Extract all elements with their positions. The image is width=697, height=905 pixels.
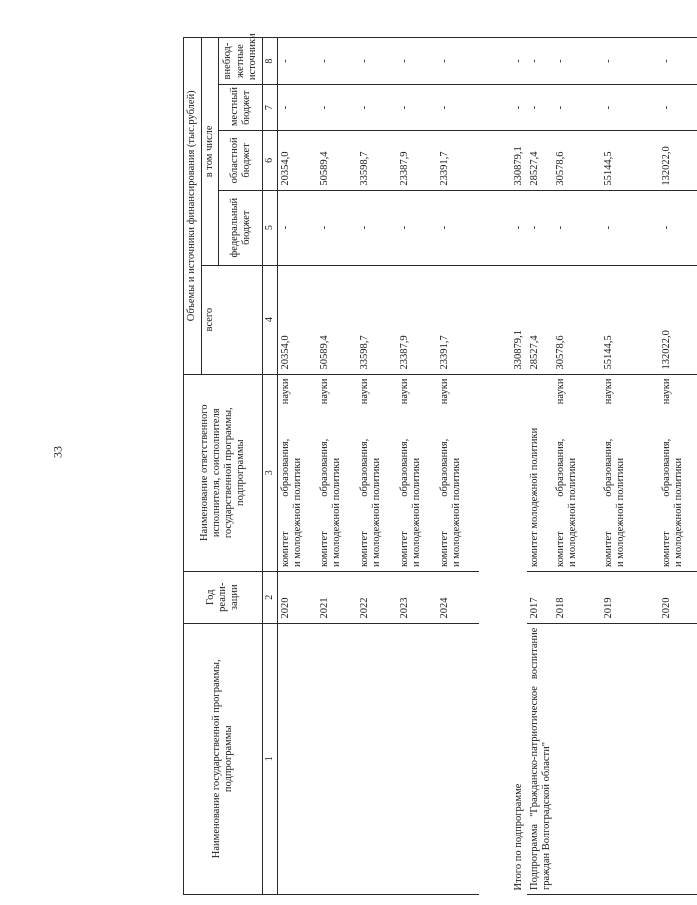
subtotal-regional: 330879,1 [479, 131, 527, 190]
subtotal-total: 330879,1 [479, 265, 527, 374]
page-number: 33 [50, 446, 65, 458]
local-cell: - [397, 85, 437, 131]
col-number: 5 [263, 190, 278, 265]
executor-line: комитет образования, науки [319, 378, 331, 567]
column-number-row [263, 38, 278, 895]
subtotal-label: Итого по подпрограмме [513, 783, 524, 891]
year-cell: 2023 [397, 571, 437, 623]
executor-line: и молодежной политики [371, 457, 383, 567]
col-number: 1 [263, 623, 278, 894]
col-number: 2 [263, 571, 278, 623]
federal-cell: - [397, 190, 437, 265]
total-cell: 20354,0 [277, 265, 317, 374]
year-cell: 2024 [437, 571, 479, 623]
regional-cell: 20354,0 [277, 131, 317, 190]
year-cell: 2019 [601, 571, 659, 623]
regional-cell: 28527,4 [527, 131, 553, 190]
extra-cell: - [397, 38, 437, 85]
executor-cell [437, 374, 479, 571]
year-cell [479, 571, 527, 623]
total-cell: 33598,7 [357, 265, 397, 374]
federal-cell: - [527, 190, 553, 265]
subtotal-federal: - [479, 190, 527, 265]
executor-line: комитет образования, науки [661, 378, 673, 567]
executor-cell [277, 374, 317, 571]
header-federal: федеральный бюджет [219, 190, 263, 265]
executor-line: комитет образования, науки [439, 378, 451, 567]
federal-cell: - [437, 190, 479, 265]
local-cell: - [659, 85, 697, 131]
program-cell [397, 623, 437, 894]
local-cell: - [527, 85, 553, 131]
col-number: 6 [263, 131, 278, 190]
executor-line: и молодежной политики [411, 457, 423, 567]
program-cell [357, 623, 397, 894]
executor-cell [357, 374, 397, 571]
table-row [317, 38, 357, 895]
extra-cell: - [317, 38, 357, 85]
executor-line: и молодежной политики [451, 457, 463, 567]
total-cell: 132022,0 [659, 265, 697, 374]
local-cell: - [553, 85, 601, 131]
total-cell: 30578,6 [553, 265, 601, 374]
extra-cell: - [659, 38, 697, 85]
extra-cell: - [601, 38, 659, 85]
executor-cell [317, 374, 357, 571]
header-executor: Наименование ответственного исполнителя, соисполнителя государственной программы, подпрограммы [184, 374, 263, 571]
regional-cell: 23391,7 [437, 131, 479, 190]
executor-cell [659, 374, 697, 571]
program-cell [437, 623, 479, 894]
subtotal-row [479, 38, 527, 895]
executor-line: и молодежной политики [673, 457, 685, 567]
header-year: Год реали- зации [184, 571, 263, 623]
extra-cell: - [553, 38, 601, 85]
subtotal-extra: - [479, 38, 527, 85]
year-cell: 2021 [317, 571, 357, 623]
total-cell: 23387,9 [397, 265, 437, 374]
total-cell: 50589,4 [317, 265, 357, 374]
year-cell: 2017 [527, 571, 553, 623]
federal-cell: - [601, 190, 659, 265]
federal-cell: - [553, 190, 601, 265]
local-cell: - [317, 85, 357, 131]
table-row [277, 38, 317, 895]
table-row [437, 38, 479, 895]
executor-line: и молодежной политики [291, 457, 303, 567]
rotated-table-container [183, 33, 685, 895]
regional-cell: 30578,6 [553, 131, 601, 190]
executor-line: комитет образования, науки [603, 378, 615, 567]
header-local: местный бюджет [219, 85, 263, 131]
executor-cell [397, 374, 437, 571]
total-cell: 28527,4 [527, 265, 553, 374]
subtotal-local: - [479, 85, 527, 131]
federal-cell: - [277, 190, 317, 265]
regional-cell: 55144,5 [601, 131, 659, 190]
year-cell: 2020 [277, 571, 317, 623]
extra-cell: - [527, 38, 553, 85]
executor-line: и молодежной политики [331, 457, 343, 567]
local-cell: - [437, 85, 479, 131]
local-cell: - [601, 85, 659, 131]
executor-line: комитет образования, науки [399, 378, 411, 567]
table-row [357, 38, 397, 895]
extra-cell: - [357, 38, 397, 85]
executor-cell [553, 374, 601, 571]
program-cell [317, 623, 357, 894]
federal-cell: - [659, 190, 697, 265]
local-cell: - [357, 85, 397, 131]
federal-cell: - [357, 190, 397, 265]
regional-cell: 132022,0 [659, 131, 697, 190]
year-cell: 2022 [357, 571, 397, 623]
executor-line: и молодежной политики [615, 457, 627, 567]
executor-line: комитет молодежной политики [529, 427, 541, 567]
year-cell: 2020 [659, 571, 697, 623]
funding-table [183, 33, 697, 895]
header-including: в том числе [202, 38, 219, 266]
total-cell: 23391,7 [437, 265, 479, 374]
total-cell: 55144,5 [601, 265, 659, 374]
header-funding: Объемы и источники финансирования (тыс.рублей) [184, 38, 202, 375]
table-row [527, 38, 553, 895]
col-number: 4 [263, 265, 278, 374]
regional-cell: 33598,7 [357, 131, 397, 190]
header-program-name: Наименование государственной программы, подпрограммы [184, 623, 263, 894]
header-total: всего [202, 265, 263, 374]
header-regional: областной бюджет [219, 131, 263, 190]
year-cell: 2018 [553, 571, 601, 623]
executor-line: комитет образования, науки [555, 378, 567, 567]
col-number: 7 [263, 85, 278, 131]
executor-line: и молодежной политики [567, 457, 579, 567]
extra-cell: - [277, 38, 317, 85]
executor-cell [601, 374, 659, 571]
executor-line: комитет образования, науки [279, 378, 291, 567]
local-cell: - [277, 85, 317, 131]
subprogram-name: Подпрограмма "Гражданско-патриотическое воспитание граждан Волгоградской области" [527, 623, 697, 894]
regional-cell: 23387,9 [397, 131, 437, 190]
program-cell [277, 623, 317, 894]
col-number: 8 [263, 38, 278, 85]
executor-cell [479, 374, 527, 571]
executor-line: комитет образования, науки [359, 378, 371, 567]
executor-cell [527, 374, 553, 571]
col-number: 3 [263, 374, 278, 571]
table-row [397, 38, 437, 895]
extra-cell: - [437, 38, 479, 85]
regional-cell: 50589,4 [317, 131, 357, 190]
federal-cell: - [317, 190, 357, 265]
header-extrabudget: внебюд- жетные источники [219, 38, 263, 85]
